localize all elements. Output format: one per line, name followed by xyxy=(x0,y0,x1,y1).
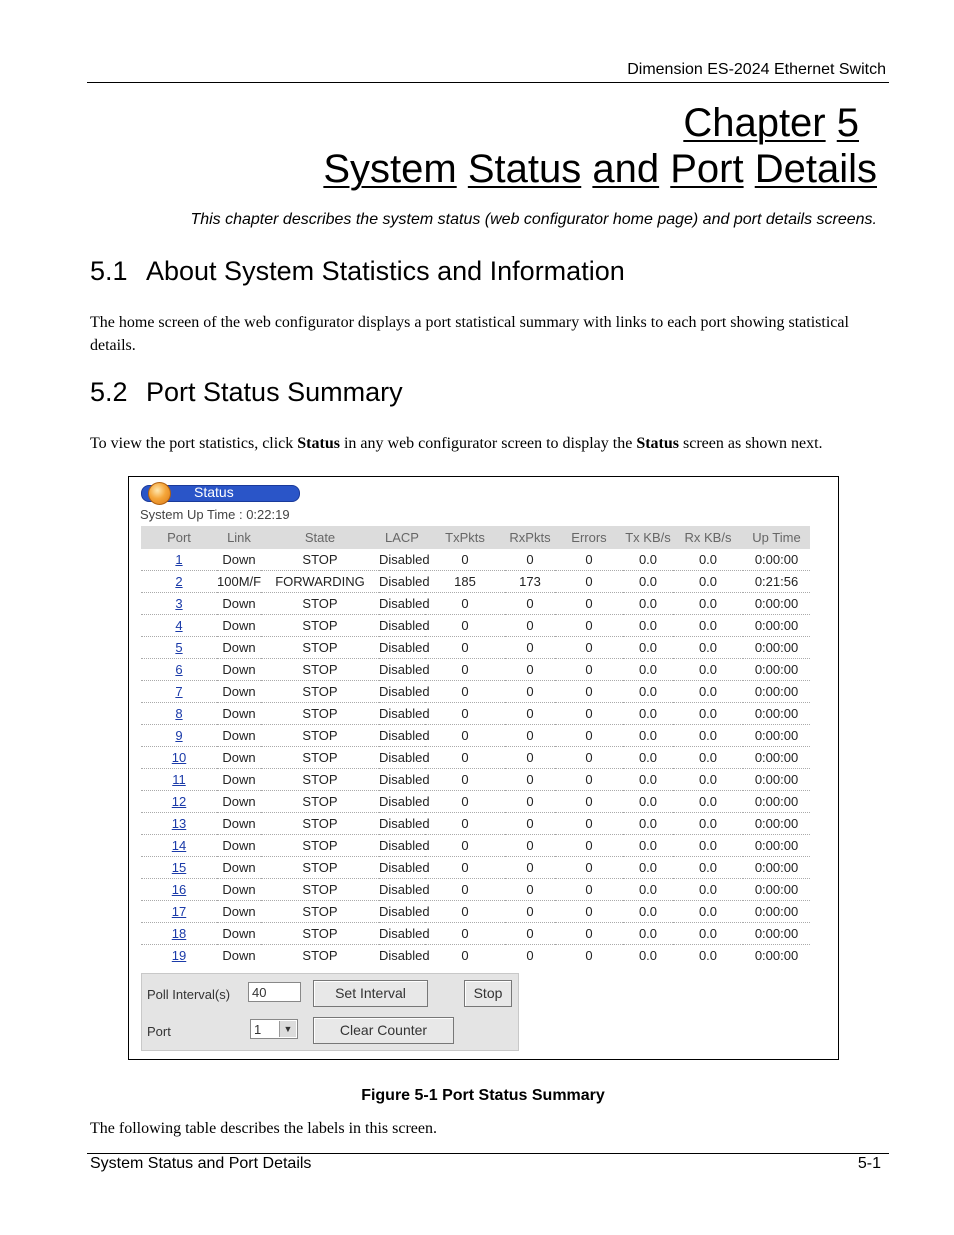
table-row xyxy=(141,769,810,791)
table-cell: 0:00:00 xyxy=(743,857,810,879)
table-cell: 0 xyxy=(505,879,555,901)
port-cell xyxy=(141,703,217,725)
table-cell: STOP xyxy=(261,549,379,571)
chapter-title-line1 xyxy=(323,100,859,146)
stop-button[interactable]: Stop xyxy=(464,980,512,1007)
column-header: Link xyxy=(217,526,261,549)
table-cell: 0.0 xyxy=(623,945,673,963)
port-link[interactable]: 12 xyxy=(171,794,187,809)
table-row xyxy=(141,857,810,879)
table-row xyxy=(141,615,810,637)
table-cell: 185 xyxy=(425,571,505,593)
table-cell: 0:00:00 xyxy=(743,813,810,835)
port-link[interactable]: 2 xyxy=(175,574,183,589)
table-cell: 0 xyxy=(425,637,505,659)
chapter-title-word: Status xyxy=(467,147,582,191)
table-cell: Disabled xyxy=(379,945,425,963)
table-cell: 0 xyxy=(425,593,505,615)
table-row xyxy=(141,923,810,945)
port-cell xyxy=(141,747,217,769)
port-cell xyxy=(141,923,217,945)
table-row xyxy=(141,637,810,659)
table-cell: STOP xyxy=(261,791,379,813)
table-cell: Disabled xyxy=(379,725,425,747)
table-cell: FORWARDING xyxy=(261,571,379,593)
table-cell: 0.0 xyxy=(673,725,743,747)
status-screenshot xyxy=(128,476,839,1060)
table-cell: 0:00:00 xyxy=(743,769,810,791)
table-cell: Disabled xyxy=(379,703,425,725)
table-cell: 0.0 xyxy=(623,659,673,681)
table-cell: 0.0 xyxy=(673,879,743,901)
table-cell: 0 xyxy=(425,615,505,637)
table-cell: Down xyxy=(217,549,261,571)
table-cell: 0:21:56 xyxy=(743,571,810,593)
port-link[interactable]: 9 xyxy=(175,728,183,743)
table-cell: 0.0 xyxy=(673,857,743,879)
port-table-viewport xyxy=(141,526,810,962)
table-cell: Down xyxy=(217,747,261,769)
table-cell: 0.0 xyxy=(673,571,743,593)
port-cell xyxy=(141,725,217,747)
table-cell: Disabled xyxy=(379,857,425,879)
port-link[interactable]: 1 xyxy=(175,552,183,567)
table-cell: 0.0 xyxy=(623,791,673,813)
port-link[interactable]: 17 xyxy=(171,904,187,919)
table-cell: 0 xyxy=(505,813,555,835)
chapter-title-line2 xyxy=(323,146,877,192)
body-text: screen as shown next. xyxy=(679,435,823,452)
table-cell: 0 xyxy=(555,879,623,901)
table-cell: 0.0 xyxy=(673,615,743,637)
table-cell: 0 xyxy=(425,769,505,791)
port-link[interactable]: 18 xyxy=(171,926,187,941)
table-cell: 0:00:00 xyxy=(743,747,810,769)
page-number: 5-1 xyxy=(857,1155,881,1172)
table-cell: 0 xyxy=(425,857,505,879)
table-cell: 0 xyxy=(555,747,623,769)
table-cell: 0 xyxy=(555,593,623,615)
table-row xyxy=(141,901,810,923)
port-cell xyxy=(141,879,217,901)
table-cell: 0 xyxy=(555,571,623,593)
table-cell: Down xyxy=(217,879,261,901)
table-header-row xyxy=(141,526,810,549)
table-cell: 0.0 xyxy=(673,659,743,681)
table-cell: STOP xyxy=(261,769,379,791)
table-cell: 0 xyxy=(555,857,623,879)
table-cell: 0 xyxy=(505,615,555,637)
table-cell: Down xyxy=(217,703,261,725)
table-cell: Disabled xyxy=(379,571,425,593)
table-cell: 0:00:00 xyxy=(743,923,810,945)
table-row xyxy=(141,703,810,725)
table-cell: Disabled xyxy=(379,879,425,901)
column-header: State xyxy=(261,526,379,549)
port-cell xyxy=(141,681,217,703)
table-cell: 0.0 xyxy=(623,637,673,659)
table-cell: Down xyxy=(217,769,261,791)
table-row xyxy=(141,791,810,813)
table-cell: 0 xyxy=(505,549,555,571)
chevron-down-icon[interactable]: ▼ xyxy=(279,1021,296,1037)
table-cell: 0 xyxy=(505,769,555,791)
table-cell: 0 xyxy=(425,923,505,945)
table-cell: Down xyxy=(217,637,261,659)
port-cell xyxy=(141,769,217,791)
table-cell: STOP xyxy=(261,945,379,963)
table-cell: STOP xyxy=(261,659,379,681)
table-cell: 0 xyxy=(555,813,623,835)
table-cell: Down xyxy=(217,813,261,835)
table-cell: 0:00:00 xyxy=(743,615,810,637)
table-cell: 0.0 xyxy=(673,923,743,945)
poll-interval-input[interactable]: 40 xyxy=(248,982,301,1002)
port-link[interactable]: 10 xyxy=(171,750,187,765)
table-row xyxy=(141,681,810,703)
port-cell xyxy=(141,659,217,681)
table-cell: Disabled xyxy=(379,615,425,637)
table-cell: 173 xyxy=(505,571,555,593)
table-cell: Disabled xyxy=(379,593,425,615)
table-cell: 0 xyxy=(555,769,623,791)
section-body xyxy=(90,432,880,455)
table-cell: 0 xyxy=(425,813,505,835)
port-link[interactable]: 7 xyxy=(175,684,183,699)
table-cell: 0.0 xyxy=(673,813,743,835)
column-header: Up Time xyxy=(743,526,810,549)
port-link[interactable]: 19 xyxy=(171,948,187,962)
table-cell: 0.0 xyxy=(623,593,673,615)
table-cell: 0 xyxy=(555,725,623,747)
table-row xyxy=(141,549,810,571)
port-link[interactable]: 6 xyxy=(175,662,183,677)
table-cell: 0:00:00 xyxy=(743,835,810,857)
table-cell: 0:00:00 xyxy=(743,725,810,747)
chapter-number: 5 xyxy=(836,101,859,145)
table-cell: 0 xyxy=(555,901,623,923)
table-cell: 0 xyxy=(555,549,623,571)
table-cell: STOP xyxy=(261,813,379,835)
table-cell: STOP xyxy=(261,901,379,923)
port-cell xyxy=(141,857,217,879)
table-cell: 0.0 xyxy=(623,923,673,945)
table-cell: 0 xyxy=(555,923,623,945)
port-cell xyxy=(141,637,217,659)
poll-interval-label: Poll Interval(s) xyxy=(147,987,231,1002)
table-cell: Disabled xyxy=(379,681,425,703)
table-cell: Down xyxy=(217,923,261,945)
chapter-intro: This chapter describes the system status (web configurator home page) and port details screens. xyxy=(190,211,877,228)
port-cell xyxy=(141,901,217,923)
table-cell: 0 xyxy=(425,901,505,923)
table-cell: 0 xyxy=(505,747,555,769)
port-cell xyxy=(141,835,217,857)
column-header: Rx KB/s xyxy=(673,526,743,549)
table-cell: 0.0 xyxy=(673,769,743,791)
chapter-word: Chapter xyxy=(683,101,826,145)
table-cell: Disabled xyxy=(379,637,425,659)
section-heading xyxy=(90,377,403,408)
table-cell: 0.0 xyxy=(623,813,673,835)
table-cell: 0 xyxy=(555,703,623,725)
table-cell: Down xyxy=(217,945,261,963)
port-select-value: 1 xyxy=(254,1022,262,1037)
section-number: 5.2 xyxy=(90,377,128,407)
table-cell: 0 xyxy=(425,549,505,571)
table-cell: 0.0 xyxy=(623,571,673,593)
section-number: 5.1 xyxy=(90,256,128,286)
port-cell xyxy=(141,549,217,571)
table-cell: STOP xyxy=(261,725,379,747)
chapter-title-word: Details xyxy=(754,147,877,191)
table-cell: 0 xyxy=(505,681,555,703)
table-row xyxy=(141,945,810,963)
running-header: Dimension ES-2024 Ethernet Switch xyxy=(627,61,886,78)
column-header: LACP xyxy=(379,526,425,549)
table-cell: 0:00:00 xyxy=(743,659,810,681)
table-cell: 0 xyxy=(555,835,623,857)
table-cell: 0 xyxy=(505,725,555,747)
port-link[interactable]: 5 xyxy=(175,640,183,655)
column-header: Tx KB/s xyxy=(623,526,673,549)
table-cell: 0:00:00 xyxy=(743,681,810,703)
table-cell: 0.0 xyxy=(673,703,743,725)
table-cell: 0 xyxy=(555,637,623,659)
port-cell xyxy=(141,945,217,963)
table-cell: 0 xyxy=(555,659,623,681)
table-cell: 0 xyxy=(505,835,555,857)
table-cell: 0:00:00 xyxy=(743,637,810,659)
table-cell: STOP xyxy=(261,593,379,615)
table-cell: 0.0 xyxy=(673,901,743,923)
table-row xyxy=(141,725,810,747)
body-bold: Status xyxy=(297,435,340,452)
chapter-title-word: System xyxy=(323,147,457,191)
port-link[interactable]: 11 xyxy=(172,772,186,787)
table-cell: 0.0 xyxy=(623,615,673,637)
table-cell: 0 xyxy=(425,791,505,813)
table-cell: 0 xyxy=(555,615,623,637)
table-cell: 0 xyxy=(425,835,505,857)
table-cell: 0 xyxy=(425,879,505,901)
column-header: TxPkts xyxy=(425,526,505,549)
table-cell: STOP xyxy=(261,681,379,703)
table-cell: Disabled xyxy=(379,901,425,923)
chapter-title-word: and xyxy=(592,147,660,191)
table-cell: 0:00:00 xyxy=(743,791,810,813)
clear-counter-button[interactable]: Clear Counter xyxy=(313,1017,454,1044)
table-cell: 0 xyxy=(505,637,555,659)
table-row xyxy=(141,593,810,615)
table-cell: 0 xyxy=(505,945,555,963)
table-cell: STOP xyxy=(261,857,379,879)
system-uptime: System Up Time : 0:22:19 xyxy=(140,507,290,522)
table-cell: Disabled xyxy=(379,813,425,835)
table-cell: Disabled xyxy=(379,747,425,769)
column-header: RxPkts xyxy=(505,526,555,549)
table-cell: STOP xyxy=(261,923,379,945)
section-body: The home screen of the web configurator displays a port statistical summary with links to each port showing statistical details. xyxy=(90,314,849,354)
port-cell xyxy=(141,615,217,637)
table-cell: 0.0 xyxy=(673,835,743,857)
table-cell: 0 xyxy=(425,945,505,963)
closing-paragraph: The following table describes the labels in this screen. xyxy=(90,1120,438,1137)
table-cell: 0.0 xyxy=(673,593,743,615)
table-cell: 0 xyxy=(425,681,505,703)
table-cell: 0.0 xyxy=(673,791,743,813)
table-cell: 100M/F xyxy=(217,571,261,593)
table-cell: 0 xyxy=(505,791,555,813)
status-tab-label: Status xyxy=(194,484,234,500)
table-cell: 0.0 xyxy=(623,549,673,571)
table-cell: 0:00:00 xyxy=(743,901,810,923)
table-cell: 0:00:00 xyxy=(743,593,810,615)
section-heading xyxy=(90,256,625,287)
table-cell: Down xyxy=(217,593,261,615)
table-cell: 0 xyxy=(505,923,555,945)
port-link[interactable]: 13 xyxy=(171,816,187,831)
table-cell: 0.0 xyxy=(623,703,673,725)
table-cell: Down xyxy=(217,725,261,747)
table-cell: STOP xyxy=(261,879,379,901)
table-cell: Down xyxy=(217,791,261,813)
table-cell: 0:00:00 xyxy=(743,945,810,963)
table-cell: 0 xyxy=(425,703,505,725)
table-cell: 0 xyxy=(555,945,623,963)
table-cell: 0 xyxy=(505,703,555,725)
table-cell: 0.0 xyxy=(673,945,743,963)
table-cell: Down xyxy=(217,901,261,923)
port-link[interactable]: 14 xyxy=(171,838,187,853)
table-row xyxy=(141,835,810,857)
table-cell: 0.0 xyxy=(673,549,743,571)
table-row xyxy=(141,813,810,835)
header-rule xyxy=(87,82,889,83)
set-interval-button[interactable]: Set Interval xyxy=(313,980,428,1007)
port-link[interactable]: 16 xyxy=(171,882,187,897)
footer-rule xyxy=(87,1153,889,1154)
table-cell: 0.0 xyxy=(673,747,743,769)
table-cell: 0:00:00 xyxy=(743,879,810,901)
status-orb-icon xyxy=(148,482,171,505)
port-cell xyxy=(141,813,217,835)
table-cell: 0 xyxy=(505,659,555,681)
table-cell: 0.0 xyxy=(673,681,743,703)
port-select[interactable] xyxy=(250,1019,298,1039)
table-cell: 0.0 xyxy=(623,857,673,879)
table-cell: Down xyxy=(217,615,261,637)
table-cell: STOP xyxy=(261,637,379,659)
port-link[interactable]: 8 xyxy=(175,706,183,721)
column-header: Port xyxy=(141,526,217,549)
port-link[interactable]: 15 xyxy=(171,860,187,875)
port-link[interactable]: 4 xyxy=(175,618,183,633)
table-cell: Disabled xyxy=(379,769,425,791)
figure-caption: Figure 5-1 Port Status Summary xyxy=(361,1087,605,1104)
port-cell xyxy=(141,593,217,615)
table-cell: STOP xyxy=(261,835,379,857)
table-cell: Disabled xyxy=(379,659,425,681)
table-cell: STOP xyxy=(261,747,379,769)
port-cell xyxy=(141,791,217,813)
table-cell: Down xyxy=(217,681,261,703)
table-cell: 0 xyxy=(505,857,555,879)
chapter-title xyxy=(323,100,877,192)
table-row xyxy=(141,747,810,769)
table-cell: Disabled xyxy=(379,923,425,945)
section-title: Port Status Summary xyxy=(146,377,403,407)
table-cell: 0.0 xyxy=(623,681,673,703)
table-cell: 0.0 xyxy=(623,835,673,857)
table-row xyxy=(141,879,810,901)
footer-title: System Status and Port Details xyxy=(90,1155,312,1172)
table-cell: Down xyxy=(217,857,261,879)
table-cell: 0 xyxy=(425,725,505,747)
column-header: Errors xyxy=(555,526,623,549)
table-cell: 0.0 xyxy=(673,637,743,659)
table-cell: 0 xyxy=(425,659,505,681)
table-cell: Disabled xyxy=(379,549,425,571)
port-cell xyxy=(141,571,217,593)
section-title: About System Statistics and Information xyxy=(146,256,625,286)
table-cell: 0 xyxy=(505,901,555,923)
table-cell: Down xyxy=(217,835,261,857)
table-cell: 0.0 xyxy=(623,725,673,747)
port-label: Port xyxy=(147,1024,171,1039)
table-cell: 0.0 xyxy=(623,901,673,923)
table-cell: Disabled xyxy=(379,791,425,813)
table-cell: 0 xyxy=(555,791,623,813)
body-text: in any web configurator screen to display the xyxy=(339,435,637,452)
table-cell: 0:00:00 xyxy=(743,703,810,725)
port-link[interactable]: 3 xyxy=(175,596,183,611)
table-cell: 0 xyxy=(425,747,505,769)
table-cell: 0 xyxy=(555,681,623,703)
table-cell: 0:00:00 xyxy=(743,549,810,571)
table-cell: Disabled xyxy=(379,835,425,857)
table-cell: 0 xyxy=(505,593,555,615)
chapter-title-word: Port xyxy=(670,147,744,191)
control-panel xyxy=(141,973,519,1051)
body-text: To view the port statistics, click xyxy=(90,435,298,452)
table-cell: STOP xyxy=(261,703,379,725)
table-row xyxy=(141,659,810,681)
table-cell: 0.0 xyxy=(623,879,673,901)
table-cell: STOP xyxy=(261,615,379,637)
table-cell: 0.0 xyxy=(623,769,673,791)
body-bold: Status xyxy=(636,435,680,452)
table-cell: Down xyxy=(217,659,261,681)
port-status-table xyxy=(141,526,810,962)
table-cell: 0.0 xyxy=(623,747,673,769)
table-row xyxy=(141,571,810,593)
